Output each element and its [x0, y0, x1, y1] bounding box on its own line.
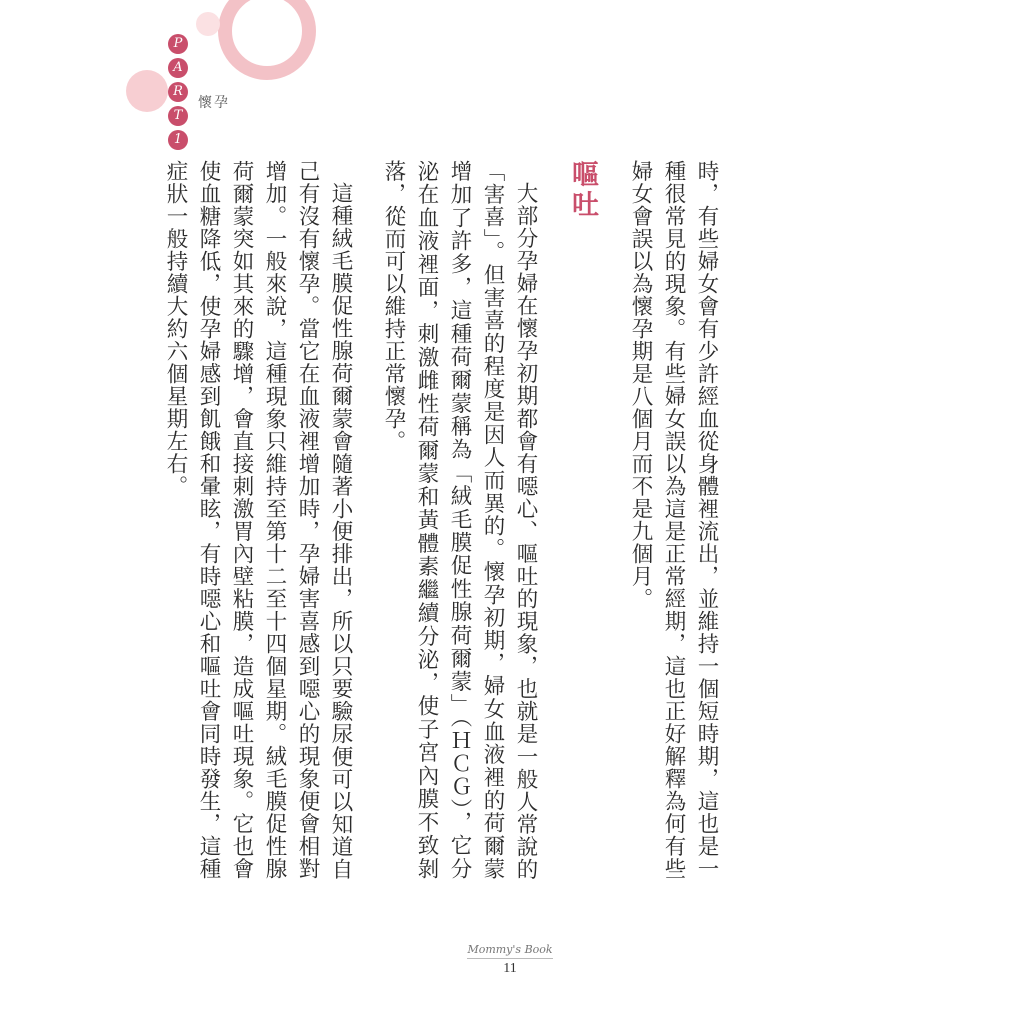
decorative-dot-small — [196, 12, 220, 36]
page-footer — [440, 938, 580, 977]
body-text — [159, 160, 723, 880]
paragraph-continued: 時，有些婦女會有少許經血從身體裡流出，並維持一個短時期，這也是一種很常見的現象。有些婦女誤以為這是正常經期，這也正好解釋為何有些婦女會誤以為懷孕期是八個月而不是九個月。 — [628, 160, 719, 880]
section-heading: 嘔吐 — [567, 160, 598, 220]
part-letter: 1 — [168, 130, 188, 150]
page-number: 11 — [503, 961, 517, 976]
footer-brand: Mommy's Book — [467, 943, 552, 959]
decorative-dot — [126, 70, 168, 112]
part-letter: R — [168, 82, 188, 102]
paragraph: 這種絨毛膜促性腺荷爾蒙會隨著小便排出，所以只要驗尿便可以知道自己有沒有懷孕。當它在血液裡增加時，孕婦害喜感到噁心的現象便會相對增加。一般來說，這種現象只維持至第十二至十四個星期。絨毛膜促性腺荷爾蒙突如其來的驟增，會直接刺激胃內壁粘膜，造成嘔吐現象。它也會使血糖降低，使孕婦感到飢餓和暈眩，有時噁心和嘔吐會同時發生，這種症狀一般持續大約六個星期左右。 — [163, 160, 353, 880]
paragraph: 大部分孕婦在懷孕初期都會有噁心、嘔吐的現象，也就是一般人常說的「害喜」。但害喜的程度是因人而異的。懷孕初期，婦女血液裡的荷爾蒙增加了許多，這種荷爾蒙稱為「絨毛膜促性腺荷爾蒙」（ＨＣＧ），它分泌在血液裡面，刺激雌性荷爾蒙和黃體素繼續分泌，使子宮內膜不致剝落，從而可以維持正常懷孕。 — [381, 160, 538, 880]
part-marker — [166, 34, 190, 150]
part-label: 懷孕 — [198, 95, 230, 111]
part-letter: P — [168, 34, 188, 54]
part-letter: A — [168, 58, 188, 78]
part-letter: T — [168, 106, 188, 126]
decorative-ring — [218, 0, 316, 80]
